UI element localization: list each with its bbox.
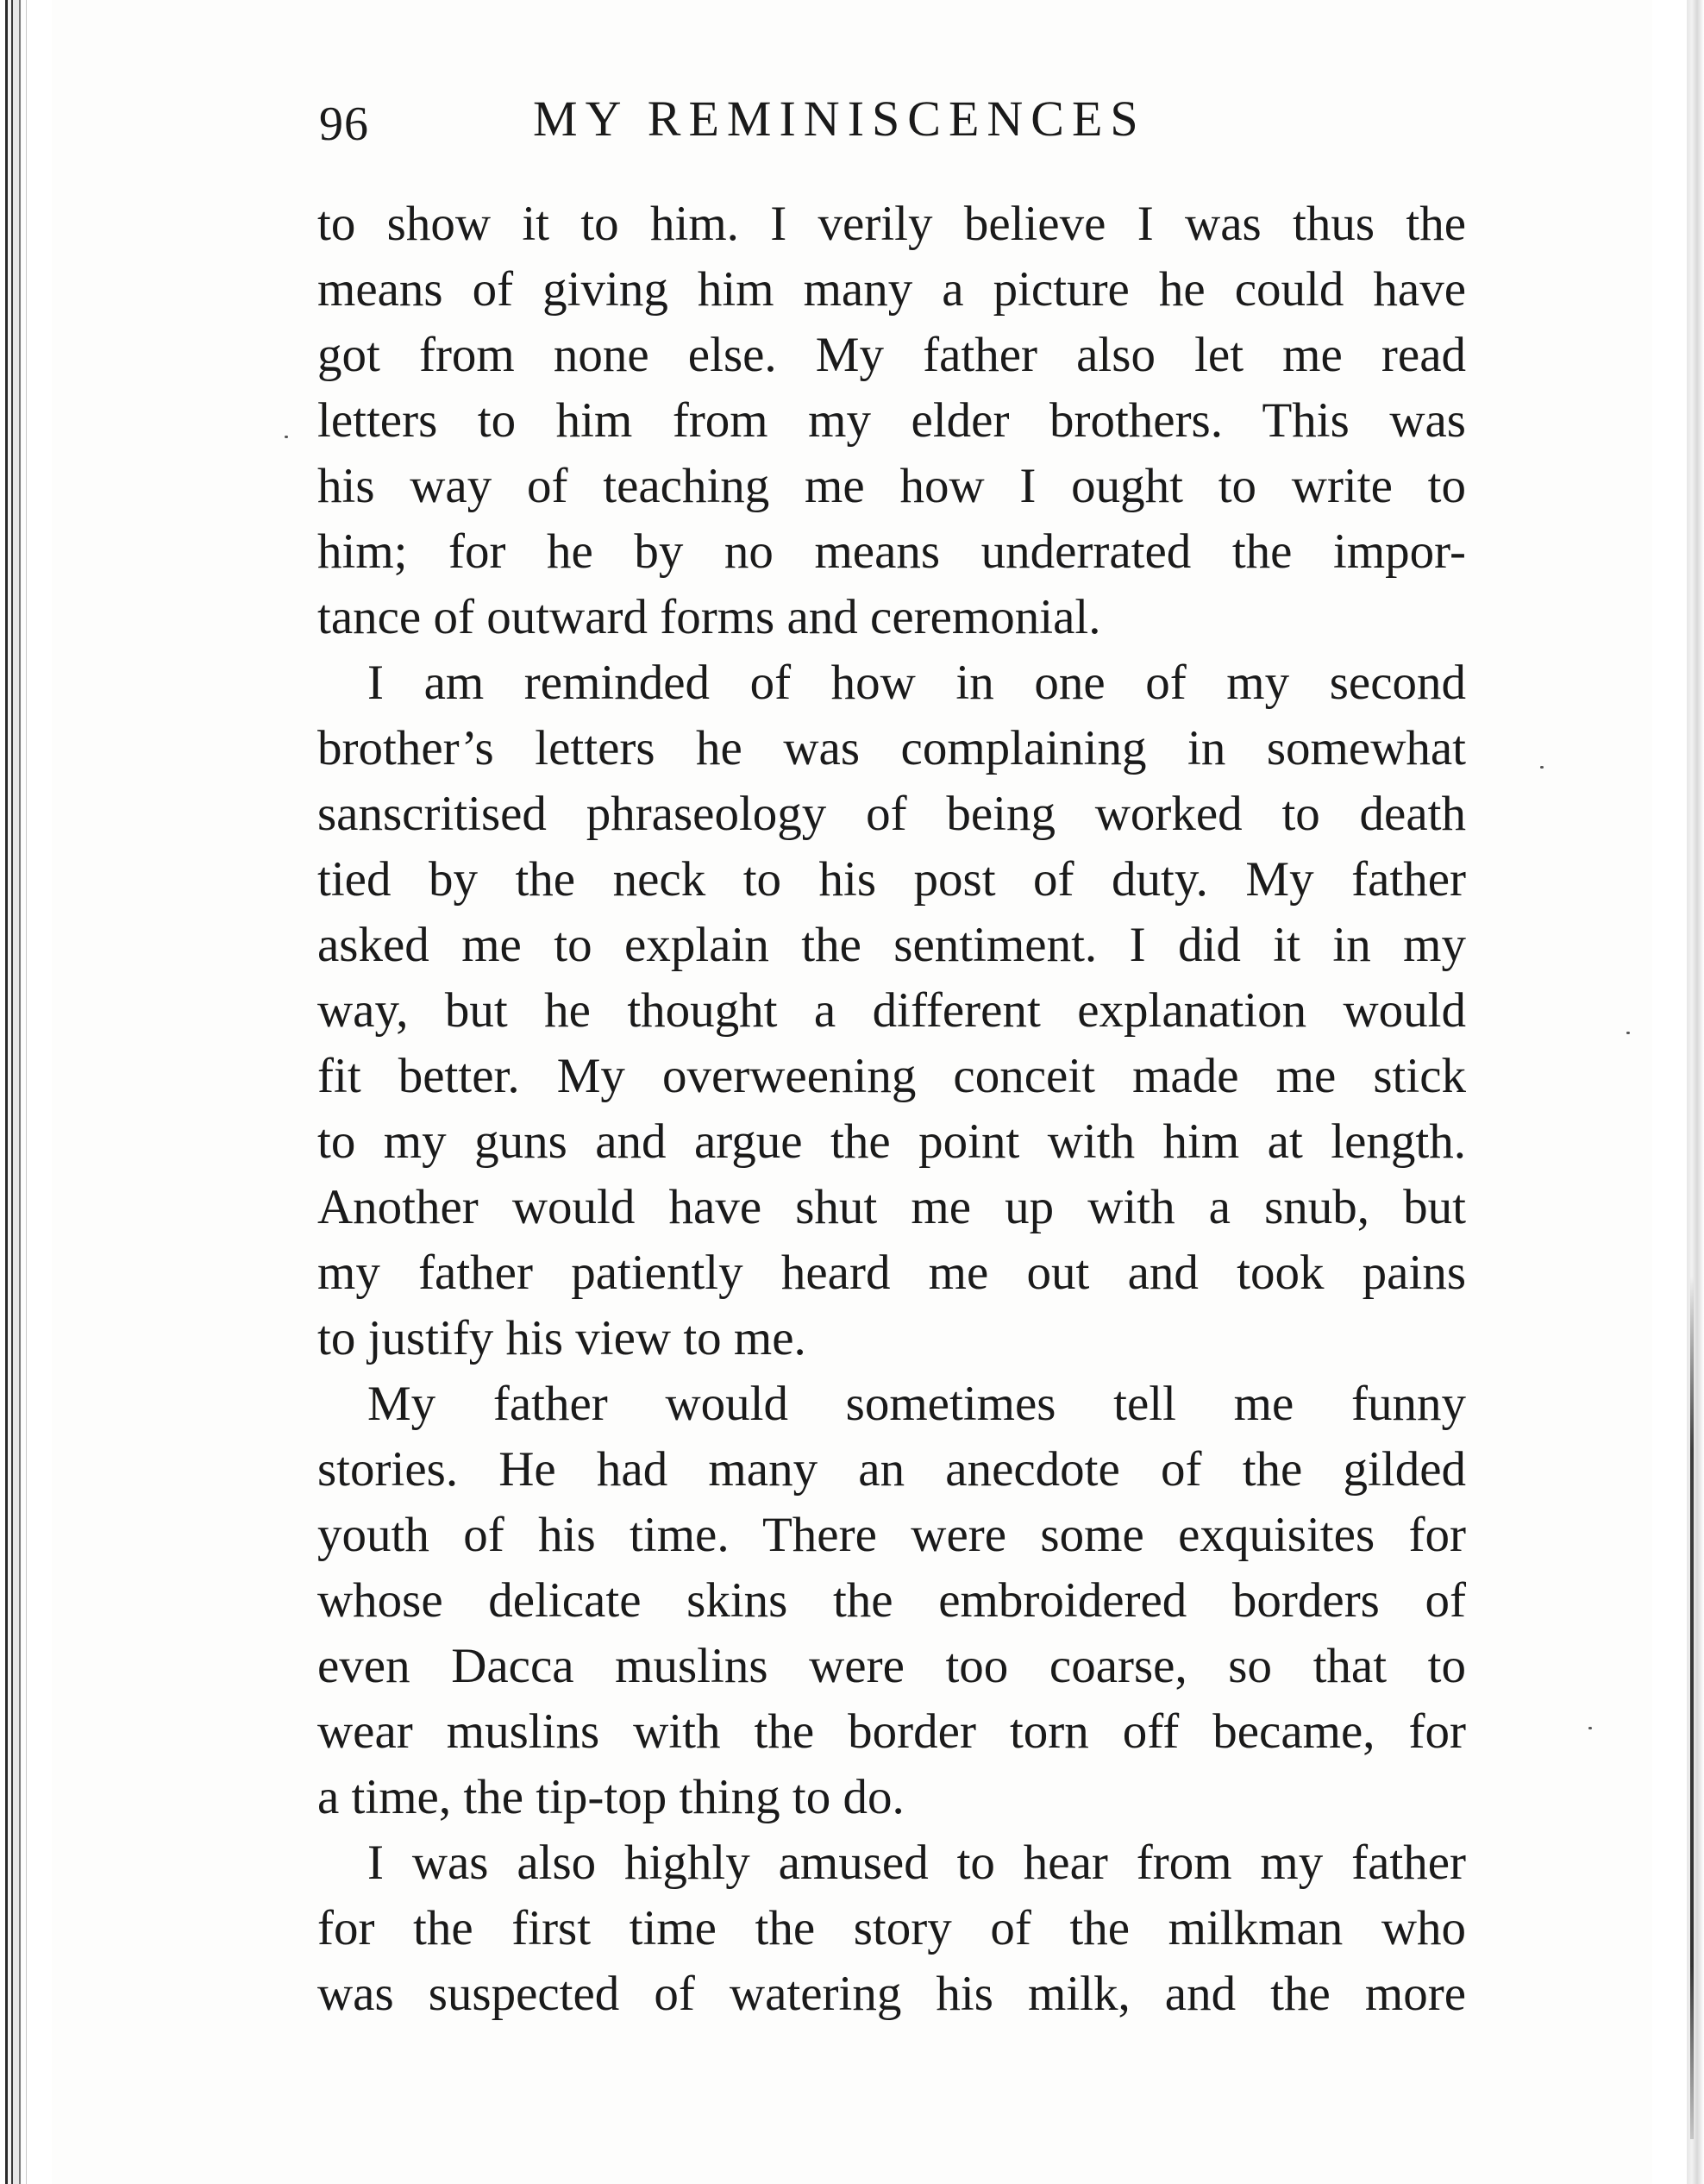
text-line: his way of teaching me how I ought to write to xyxy=(317,459,1466,513)
print-speck xyxy=(285,436,288,438)
text-line: for the first time the story of the milkman who xyxy=(317,1901,1466,1955)
page-number: 96 xyxy=(319,97,369,151)
text-line: sanscritised phraseology of being worked to death xyxy=(317,787,1466,841)
text-line: even Dacca muslins were too coarse, so that to xyxy=(317,1639,1466,1693)
print-speck xyxy=(1626,1032,1630,1034)
text-line: to justify his view to me. xyxy=(317,1311,806,1365)
text-line: asked me to explain the sentiment. I did it in my xyxy=(317,918,1466,972)
paragraph xyxy=(317,191,1466,650)
page-edge-shadow xyxy=(1690,1277,1694,2139)
text-line: whose delicate skins the embroidered borders of xyxy=(317,1573,1466,1628)
text-line: to show it to him. I verily believe I was thus the xyxy=(317,197,1466,251)
text-line: him; for he by no means underrated the impor- xyxy=(317,524,1466,579)
paragraph xyxy=(317,1371,1466,1830)
text-line: brother’s letters he was complaining in somewhat xyxy=(317,721,1466,775)
paragraph xyxy=(317,1830,1466,2027)
text-line: I was also highly amused to hear from my father xyxy=(367,1836,1466,1890)
text-line: fit better. My overweening conceit made me stick xyxy=(317,1049,1466,1103)
text-line: tance of outward forms and ceremonial. xyxy=(317,590,1101,644)
page-header xyxy=(319,91,1466,152)
running-head: MY REMINISCENCES xyxy=(533,91,1146,147)
text-line: tied by the neck to his post of duty. My father xyxy=(317,852,1466,907)
text-line: letters to him from my elder brothers. This was xyxy=(317,393,1466,448)
print-speck xyxy=(1588,1727,1592,1729)
text-line: Another would have shut me up with a snub, but xyxy=(317,1180,1466,1234)
text-line: stories. He had many an anecdote of the gilded xyxy=(317,1442,1466,1497)
text-line: my father patiently heard me out and took pains xyxy=(317,1246,1466,1300)
text-line: way, but he thought a different explanation would xyxy=(317,983,1466,1038)
page-edge-right xyxy=(1652,0,1704,2184)
text-line: wear muslins with the border torn off became, for xyxy=(317,1704,1466,1759)
text-line: I am reminded of how in one of my second xyxy=(367,656,1466,710)
body-text xyxy=(317,191,1466,2027)
text-line: got from none else. My father also let me read xyxy=(317,328,1466,382)
print-speck xyxy=(1540,766,1544,769)
text-line: means of giving him many a picture he could have xyxy=(317,262,1466,317)
text-line: My father would sometimes tell me funny xyxy=(367,1377,1466,1431)
paragraph xyxy=(317,650,1466,1371)
text-line: was suspected of watering his milk, and the more xyxy=(317,1967,1466,2021)
binding-edge xyxy=(0,0,52,2184)
text-line: to my guns and argue the point with him at length. xyxy=(317,1114,1466,1169)
text-line: a time, the tip-top thing to do. xyxy=(317,1770,905,1824)
text-line: youth of his time. There were some exquisites for xyxy=(317,1508,1466,1562)
